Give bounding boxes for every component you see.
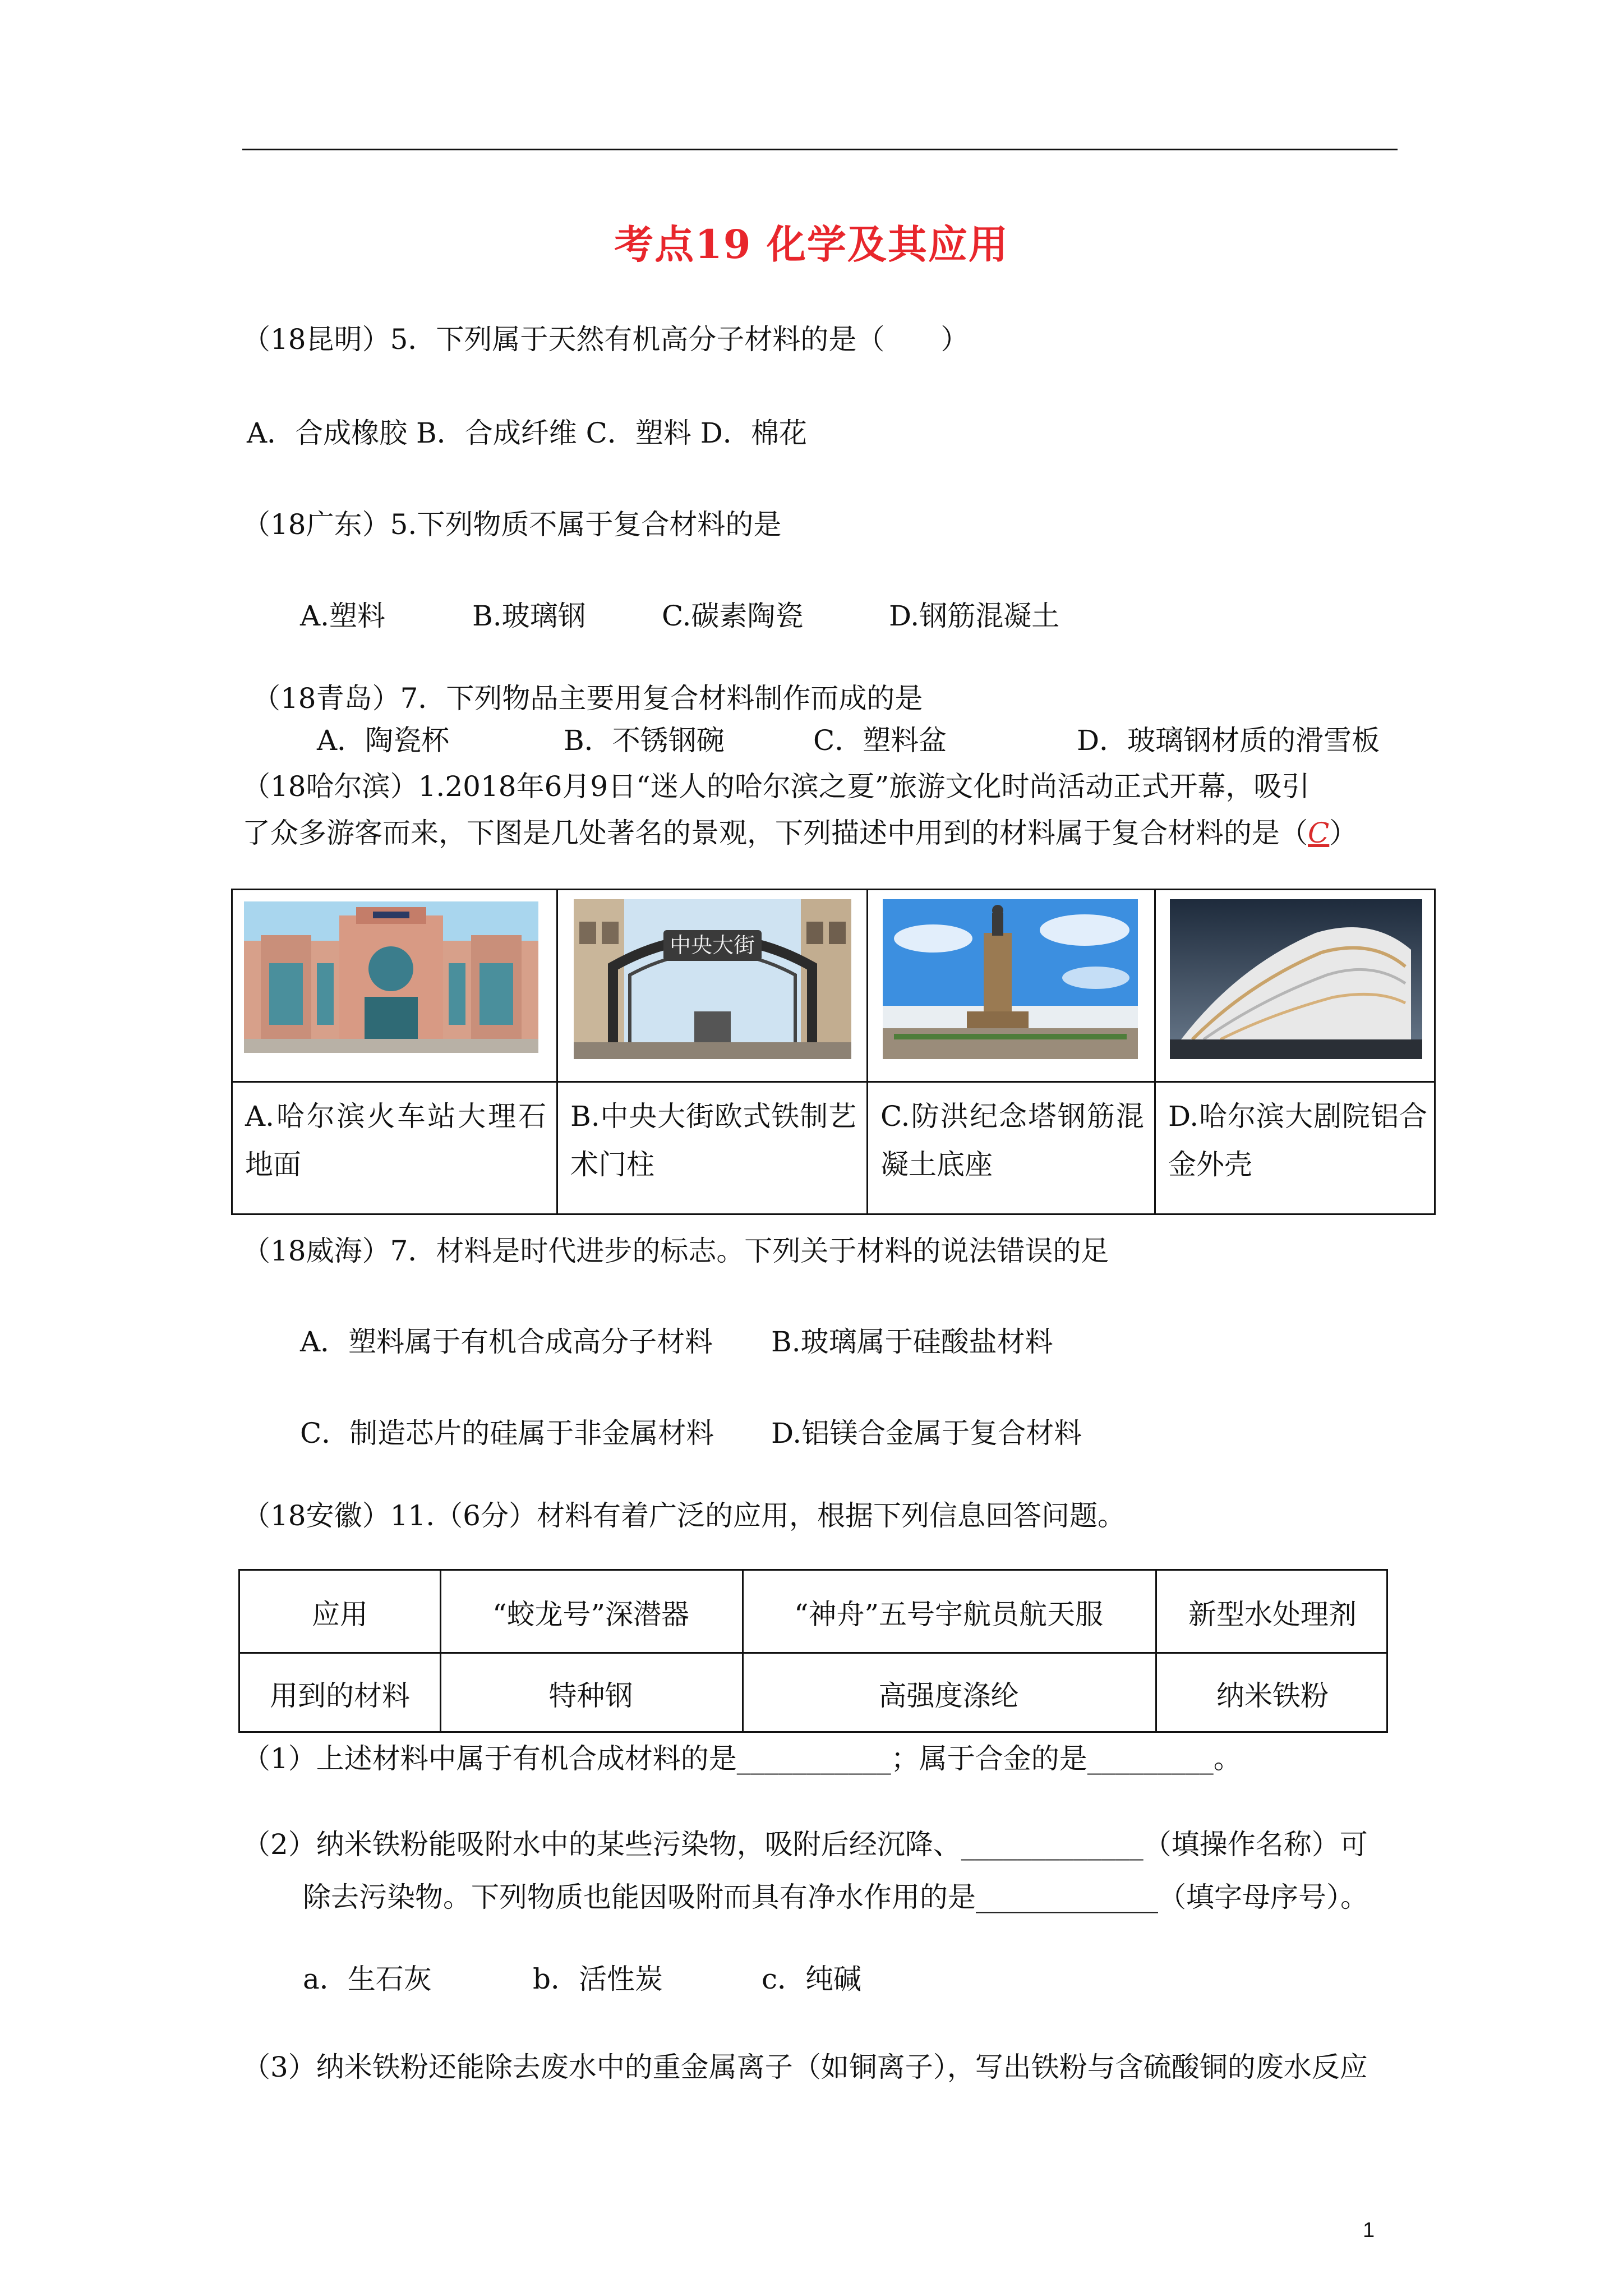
landmark-caption-d: D.哈尔滨大剧院铝合金外壳 xyxy=(1168,1100,1427,1181)
q6-sub2-option-b: b．活性炭 xyxy=(533,1963,663,1995)
materials-table xyxy=(238,1569,1388,1733)
landmark-cell-b xyxy=(558,890,868,1213)
q3-stem: （18青岛）7．下列物品主要用复合材料制作而成的是 xyxy=(252,682,923,715)
table-header-spacesuit: “神舟”五号宇航员航天服 xyxy=(794,1598,1104,1631)
q6-sub2-line2: 除去污染物。下列物质也能因吸附而具有净水作用的是_____________（填字母序号）。 xyxy=(303,1881,1368,1913)
table-cell-steel: 特种钢 xyxy=(548,1680,633,1712)
landmark-cell-d xyxy=(1156,890,1437,1213)
table-row-label: 用到的材料 xyxy=(270,1680,410,1712)
q1-options: A．合成橡胶 B．合成纤维 C．塑料 D．棉花 xyxy=(247,417,807,449)
table-cell-polyester: 高强度涤纶 xyxy=(878,1680,1019,1712)
q5-option-d: D.铝镁合金属于复合材料 xyxy=(771,1417,1082,1450)
q4-stem-text: 了众多游客而来，下图是几处著名的景观，下列描述中用到的材料属于复合材料的是（ xyxy=(242,817,1308,849)
gate-sign-text: 中央大街 xyxy=(669,933,755,958)
q6-sub3: （3）纳米铁粉还能除去废水中的重金属离子（如铜离子），写出铁粉与含硫酸铜的废水反应 xyxy=(242,2051,1368,2083)
table-header-submersible: “蛟龙号”深潜器 xyxy=(492,1598,690,1631)
q2-option-a: A.塑料 xyxy=(300,600,386,632)
q6-stem: （18安徽）11.（6分）材料有着广泛的应用，根据下列信息回答问题。 xyxy=(242,1499,1126,1532)
q5-stem: （18威海）7．材料是时代进步的标志。下列关于材料的说法错误的足 xyxy=(242,1235,1109,1267)
railway-station-photo-icon xyxy=(244,901,538,1053)
landmark-cell-c xyxy=(868,890,1156,1213)
page-number: 1 xyxy=(1363,2219,1375,2242)
q5-option-b: B.玻璃属于硅酸盐材料 xyxy=(771,1326,1053,1358)
landmark-caption-b: B.中央大街欧式铁制艺术门柱 xyxy=(570,1100,856,1181)
q4-stem-line1: （18哈尔滨）1.2018年6月9日“迷人的哈尔滨之夏”旅游文化时尚活动正式开幕，吸引 xyxy=(242,770,1310,803)
q6-sub2-option-c: c．纯碱 xyxy=(762,1963,862,1995)
table-divider xyxy=(240,1652,1386,1654)
landmark-caption-a: A.哈尔滨火车站大理石地面 xyxy=(245,1100,546,1181)
page-title: 考点19 化学及其应用 xyxy=(614,221,1009,268)
q3-option-a: A．陶瓷杯 xyxy=(317,724,450,757)
q3-option-b: B．不锈钢碗 xyxy=(564,724,725,757)
q5-option-c: C．制造芯片的硅属于非金属材料 xyxy=(300,1417,714,1450)
q4-stem-close: ） xyxy=(1329,817,1358,849)
table-header-water-agent: 新型水处理剂 xyxy=(1188,1598,1357,1631)
header-rule xyxy=(242,149,1398,150)
q4-stem-line2 xyxy=(242,816,1357,850)
q2-option-d: D.钢筋混凝土 xyxy=(889,600,1060,632)
q2-option-c: C.碳素陶瓷 xyxy=(662,600,804,632)
q6-sub2-option-a: a．生石灰 xyxy=(303,1963,432,1995)
landmark-picture-table xyxy=(231,889,1436,1215)
landmark-caption-c: C.防洪纪念塔钢筋混凝土底座 xyxy=(880,1100,1144,1181)
landmark-cell-a xyxy=(233,890,558,1213)
table-cell-iron-powder: 纳米铁粉 xyxy=(1216,1680,1329,1712)
q6-sub1: （1）上述材料中属于有机合成材料的是___________；属于合金的是_________。 xyxy=(242,1742,1242,1775)
q1-stem: （18昆明）5．下列属于天然有机高分子材料的是（ ） xyxy=(242,323,969,356)
q6-sub2-line1: （2）纳米铁粉能吸附水中的某些污染物，吸附后经沉降、_____________（填操作名称）可 xyxy=(242,1828,1368,1861)
q5-option-a: A．塑料属于有机合成高分子材料 xyxy=(300,1326,713,1358)
table-header-application: 应用 xyxy=(312,1598,368,1631)
q3-option-d: D．玻璃钢材质的滑雪板 xyxy=(1077,724,1380,757)
q2-option-b: B.玻璃钢 xyxy=(472,600,586,632)
central-street-gate-photo-icon xyxy=(574,899,851,1059)
grand-theatre-photo-icon xyxy=(1170,899,1422,1059)
q3-option-c: C．塑料盆 xyxy=(813,724,947,757)
q4-answer: C xyxy=(1308,817,1330,849)
q2-stem: （18广东）5.下列物质不属于复合材料的是 xyxy=(242,508,782,541)
flood-memorial-tower-photo-icon xyxy=(883,899,1138,1059)
